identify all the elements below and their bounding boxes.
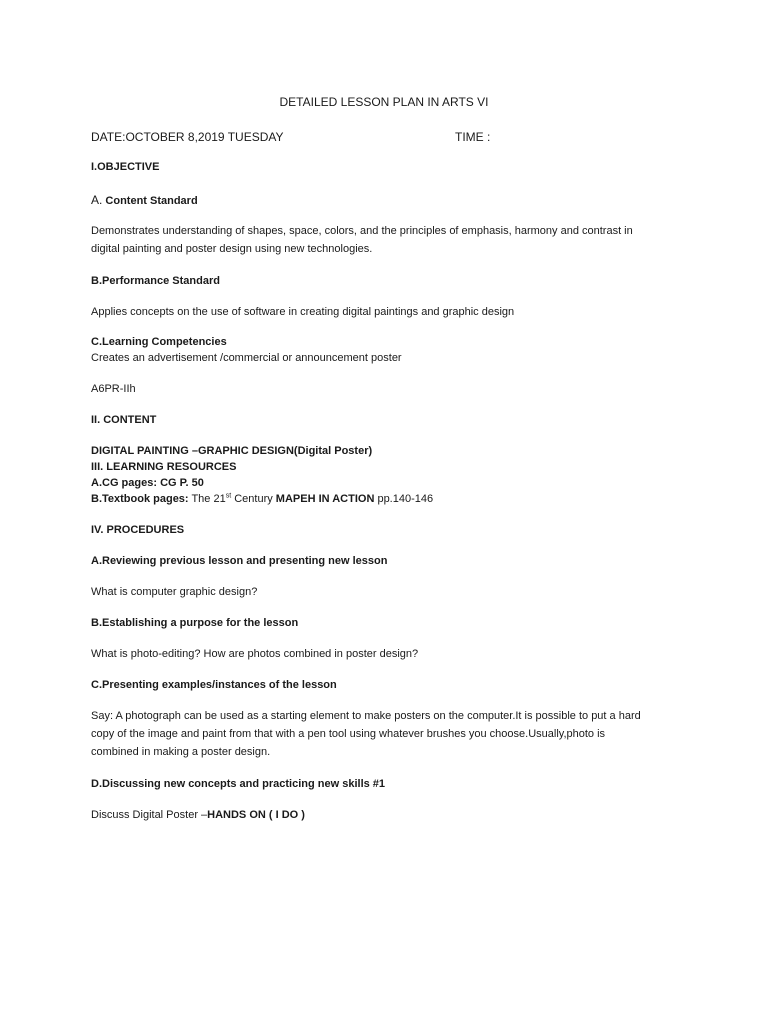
performance-standard-text: Applies concepts on the use of software in creating digital paintings and graphic design xyxy=(91,306,515,318)
learning-competencies-heading: C.Learning Competencies xyxy=(91,336,227,348)
procedure-b-heading: B.Establishing a purpose for the lesson xyxy=(91,617,299,629)
lesson-date: DATE:OCTOBER 8,2019 TUESDAY xyxy=(91,130,284,144)
textbook-pages-line: B.Textbook pages: The 21st Century MAPEH IN ACTION pp.140-146 xyxy=(91,492,434,505)
learning-competencies-text: Creates an advertisement /commercial or announcement poster xyxy=(91,352,402,364)
objective-heading: I.OBJECTIVE xyxy=(91,161,160,173)
procedure-c-text-line1: Say: A photograph can be used as a starting element to make posters on the computer.It is possible to put a hard xyxy=(91,710,641,722)
procedure-d-heading: D.Discussing new concepts and practicing new skills #1 xyxy=(91,778,386,790)
procedure-c-text-line3: combined in making a poster design. xyxy=(91,746,271,758)
content-heading: II. CONTENT xyxy=(91,414,157,426)
procedure-c-heading: C.Presenting examples/instances of the lesson xyxy=(91,679,337,691)
cg-pages-line: A.CG pages: CG P. 50 xyxy=(91,477,204,489)
performance-standard-heading: B.Performance Standard xyxy=(91,275,220,287)
content-standard-heading: A. Content Standard xyxy=(91,193,198,207)
competency-code: A6PR-IIh xyxy=(91,383,136,395)
learning-resources-heading: III. LEARNING RESOURCES xyxy=(91,461,237,473)
content-standard-text-line1: Demonstrates understanding of shapes, space, colors, and the principles of emphasis, harmony and contrast in xyxy=(91,225,633,237)
lesson-time: TIME : xyxy=(455,130,491,144)
procedure-c-text-line2: copy of the image and paint from that with a pen tool using whatever brushes you choose.Usually,photo is xyxy=(91,728,606,740)
procedure-a-heading: A.Reviewing previous lesson and presenting new lesson xyxy=(91,555,388,567)
procedure-b-text: What is photo-editing? How are photos combined in poster design? xyxy=(91,648,419,660)
digital-painting-line: DIGITAL PAINTING –GRAPHIC DESIGN(Digital Poster) xyxy=(91,445,373,457)
procedure-a-text: What is computer graphic design? xyxy=(91,586,258,598)
document-title: DETAILED LESSON PLAN IN ARTS VI xyxy=(279,95,489,109)
content-standard-text-line2: digital painting and poster design using new technologies. xyxy=(91,243,373,255)
procedure-d-text: Discuss Digital Poster –HANDS ON ( I DO ) xyxy=(91,809,305,821)
procedures-heading: IV. PROCEDURES xyxy=(91,524,185,536)
